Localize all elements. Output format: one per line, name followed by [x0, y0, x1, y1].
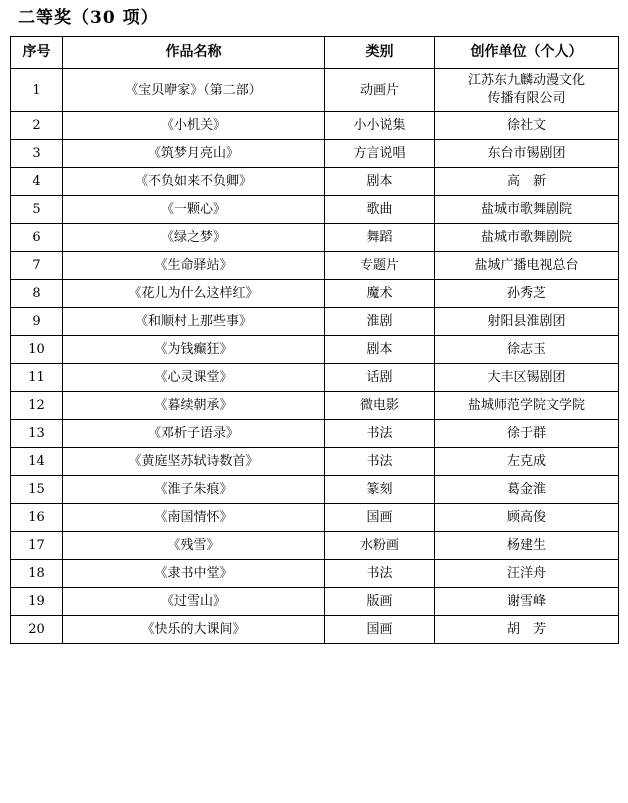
cell-work-name: 《宝贝咿家》（第二部）	[63, 69, 325, 112]
cell-work-name: 《黄庭坚苏轼诗数首》	[63, 448, 325, 476]
cell-creator-unit: 盐城市歌舞剧院	[435, 196, 619, 224]
cell-index: 1	[11, 69, 63, 112]
cell-category: 淮剧	[325, 308, 435, 336]
cell-work-name: 《过雪山》	[63, 588, 325, 616]
cell-work-name: 《淮子朱痕》	[63, 476, 325, 504]
cell-creator-unit: 大丰区锡剧团	[435, 364, 619, 392]
cell-index: 7	[11, 252, 63, 280]
cell-creator-unit: 徐于群	[435, 420, 619, 448]
cell-work-name: 《隶书中堂》	[63, 560, 325, 588]
cell-category: 专题片	[325, 252, 435, 280]
table-row	[11, 252, 619, 280]
cell-creator-unit: 胡 芳	[435, 616, 619, 644]
cell-category: 歌曲	[325, 196, 435, 224]
table-row	[11, 392, 619, 420]
table-row	[11, 364, 619, 392]
cell-work-name: 《一颗心》	[63, 196, 325, 224]
cell-creator-unit: 顾高俊	[435, 504, 619, 532]
cell-creator-unit: 徐志玉	[435, 336, 619, 364]
cell-creator-unit: 葛金淮	[435, 476, 619, 504]
cell-index: 14	[11, 448, 63, 476]
table-row	[11, 308, 619, 336]
table-body	[11, 69, 619, 644]
cell-category: 剧本	[325, 168, 435, 196]
cell-category: 剧本	[325, 336, 435, 364]
cell-category: 书法	[325, 420, 435, 448]
cell-index: 15	[11, 476, 63, 504]
cell-index: 12	[11, 392, 63, 420]
table-row	[11, 69, 619, 112]
cell-creator-unit: 盐城市歌舞剧院	[435, 224, 619, 252]
cell-work-name: 《不负如来不负卿》	[63, 168, 325, 196]
cell-creator-unit: 盐城师范学院文学院	[435, 392, 619, 420]
cell-work-name: 《残雪》	[63, 532, 325, 560]
table-row	[11, 448, 619, 476]
table-row	[11, 196, 619, 224]
cell-work-name: 《花儿为什么这样红》	[63, 280, 325, 308]
cell-category: 书法	[325, 448, 435, 476]
cell-category: 微电影	[325, 392, 435, 420]
cell-work-name: 《为钱癫狂》	[63, 336, 325, 364]
table-row	[11, 112, 619, 140]
cell-work-name: 《快乐的大课间》	[63, 616, 325, 644]
cell-work-name: 《和顺村上那些事》	[63, 308, 325, 336]
cell-index: 20	[11, 616, 63, 644]
cell-creator-unit: 射阳县淮剧团	[435, 308, 619, 336]
cell-work-name: 《生命驿站》	[63, 252, 325, 280]
cell-index: 19	[11, 588, 63, 616]
cell-index: 4	[11, 168, 63, 196]
cell-index: 8	[11, 280, 63, 308]
cell-index: 18	[11, 560, 63, 588]
cell-category: 书法	[325, 560, 435, 588]
cell-work-name: 《心灵课堂》	[63, 364, 325, 392]
cell-work-name: 《小机关》	[63, 112, 325, 140]
cell-creator-unit: 盐城广播电视总台	[435, 252, 619, 280]
cell-index: 16	[11, 504, 63, 532]
cell-creator-unit: 徐社文	[435, 112, 619, 140]
column-header-type: 类别	[325, 37, 435, 69]
cell-index: 11	[11, 364, 63, 392]
table-row	[11, 140, 619, 168]
table-row	[11, 224, 619, 252]
column-header-name: 作品名称	[63, 37, 325, 69]
cell-index: 10	[11, 336, 63, 364]
award-table	[10, 36, 619, 644]
cell-index: 3	[11, 140, 63, 168]
cell-creator-unit: 江苏东九麟动漫文化 传播有限公司	[435, 69, 619, 112]
cell-work-name: 《绿之梦》	[63, 224, 325, 252]
cell-category: 水粉画	[325, 532, 435, 560]
cell-creator-unit: 谢雪峰	[435, 588, 619, 616]
table-row	[11, 616, 619, 644]
cell-index: 13	[11, 420, 63, 448]
table-row	[11, 168, 619, 196]
cell-creator-unit: 东台市锡剧团	[435, 140, 619, 168]
cell-category: 篆刻	[325, 476, 435, 504]
cell-index: 9	[11, 308, 63, 336]
cell-work-name: 《暮续朝承》	[63, 392, 325, 420]
cell-creator-unit: 汪洋舟	[435, 560, 619, 588]
cell-creator-unit: 杨建生	[435, 532, 619, 560]
table-row	[11, 336, 619, 364]
table-row	[11, 476, 619, 504]
cell-work-name: 《邓析子语录》	[63, 420, 325, 448]
column-header-unit: 创作单位（个人）	[435, 37, 619, 69]
table-row	[11, 504, 619, 532]
cell-work-name: 《南国情怀》	[63, 504, 325, 532]
cell-category: 小小说集	[325, 112, 435, 140]
cell-index: 5	[11, 196, 63, 224]
cell-category: 国画	[325, 504, 435, 532]
cell-creator-unit: 孙秀芝	[435, 280, 619, 308]
cell-work-name: 《筑梦月亮山》	[63, 140, 325, 168]
page-title: 二等奖（30 项）	[18, 8, 159, 28]
table-header-row	[11, 37, 619, 69]
cell-index: 17	[11, 532, 63, 560]
cell-category: 魔术	[325, 280, 435, 308]
cell-index: 2	[11, 112, 63, 140]
column-header-index: 序号	[11, 37, 63, 69]
cell-category: 舞蹈	[325, 224, 435, 252]
cell-category: 版画	[325, 588, 435, 616]
cell-creator-unit: 左克成	[435, 448, 619, 476]
table-row	[11, 560, 619, 588]
cell-category: 方言说唱	[325, 140, 435, 168]
table-row	[11, 588, 619, 616]
cell-category: 国画	[325, 616, 435, 644]
cell-creator-unit: 高 新	[435, 168, 619, 196]
table-row	[11, 420, 619, 448]
cell-category: 动画片	[325, 69, 435, 112]
cell-index: 6	[11, 224, 63, 252]
table-row	[11, 280, 619, 308]
cell-category: 话剧	[325, 364, 435, 392]
table-row	[11, 532, 619, 560]
